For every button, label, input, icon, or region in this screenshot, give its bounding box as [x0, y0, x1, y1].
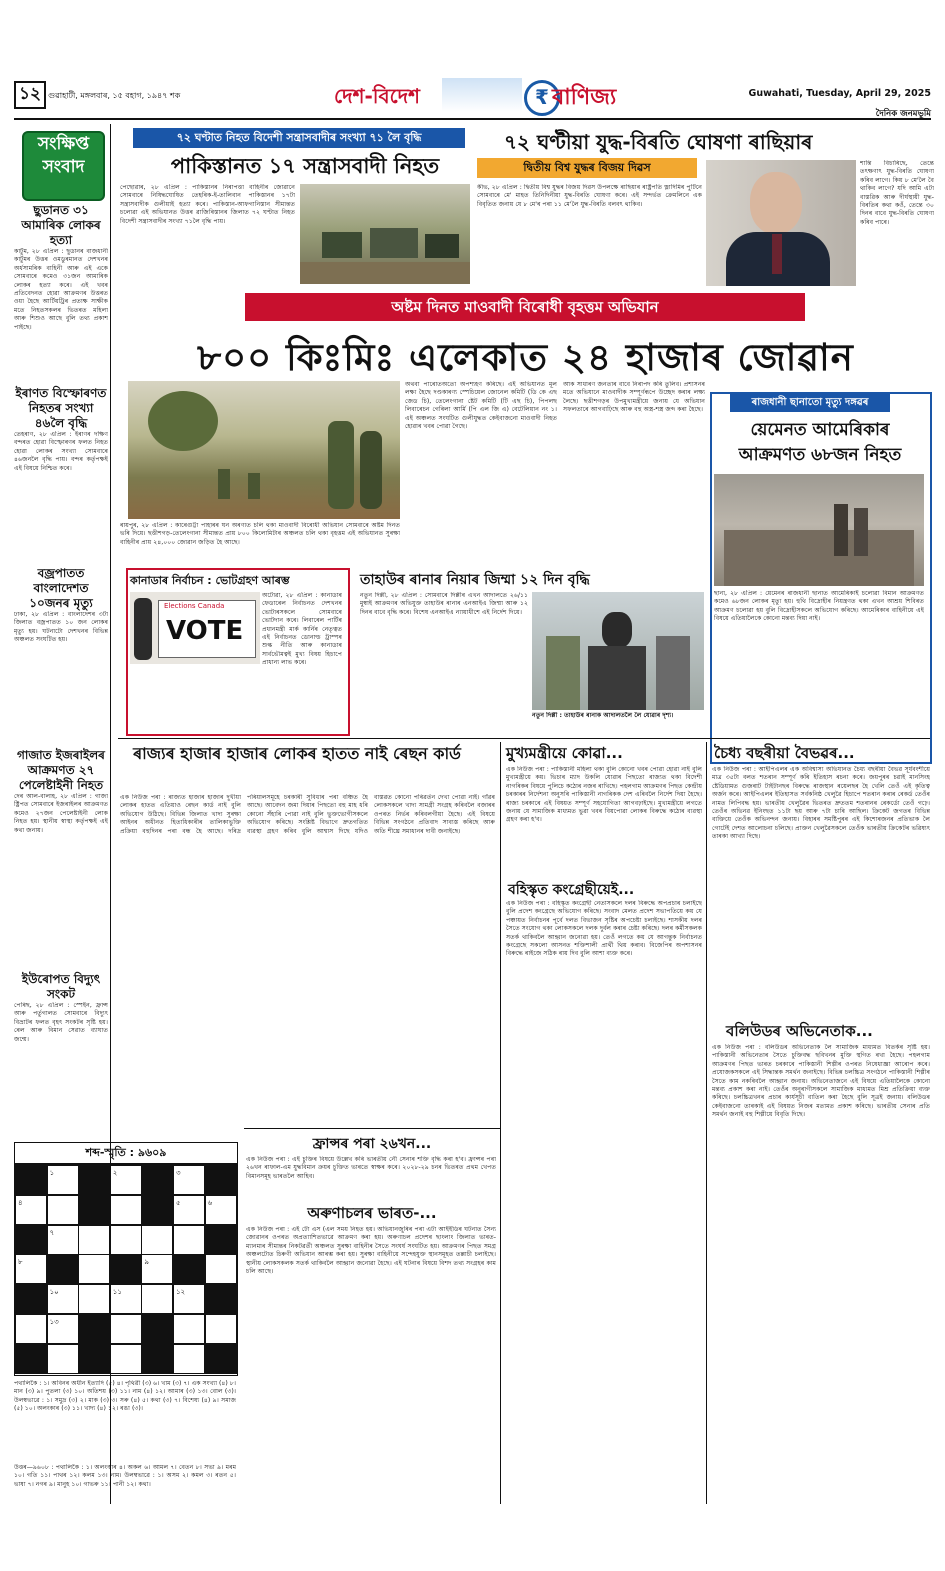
- maoist-body-2: অথবা পাৰোতঅতো অপশ্যহণ কৰিছে। এই অভিযানত মূল লক্ষ্য হৈছে দণ্ডকাৰণ্য স্পেচিয়েল জোনেল কমিটি (ডি কে এছ জেড চি), তেলেংগানা ষ্টেট কমিটি (টি এছ চি), পিপলছ লিবাৰেচন গেৰিলা আৰ্মি (পি এল জি এ) বেটেলিয়ান নং ১। এই অঞ্চলত সংঘটিত গুলীযুদ্ধত কেইবাজনো মাওবাদী নিহত হোৱাৰ খবৰ পোৱা গৈছে।: [405, 381, 557, 431]
- crossword-block: [205, 1284, 237, 1314]
- vote-sign-photo: [130, 592, 260, 664]
- jawans-photo: [128, 381, 400, 519]
- crossword-number: ১০: [49, 1288, 59, 1297]
- yemen-label: ৰাজধানী ছানাতো মৃত্যু দঙ্গৱৰ: [730, 394, 890, 412]
- arunachal-headline: অৰুণাচলৰ ভাৰত-...: [307, 1204, 437, 1222]
- crossword-block: [205, 1344, 237, 1374]
- crossword-cell: [110, 1284, 142, 1314]
- arunachal-body: এক নিউজ পৰা : এই টো এস (এল সময় নিহত হয়। অভিযানজুৰিৰ পৰা এটা আইইডিৰ ঘটনাত সৈন্য জোৱানৰ ওপৰত অপ্ৰত্যাশিতভাৱে আক্ৰমণ কৰা হয়। অৰুণাচল প্ৰদেশৰ ছাংলাং জিলাত ভাৰত-ম্যানমাৰ সীমান্তৰ নিকটৱৰ্তী অঞ্চলত সুৰক্ষা বাহিনীৰ সৈতে সংঘৰ্ষ সংঘটিত হয়। আক্ৰমণৰ পিছত সমগ্ৰ অঞ্চলটোত চিৰুণী অভিযান আৰম্ভ কৰা হয়। সুৰক্ষা বাহিনীয়ে সন্দেহযুক্ত স্থানসমূহত তল্লাচী চলাইছে। স্থানীয় লোকসকলক সতৰ্ক থাকিবলৈ আহ্বান জনোৱা হৈছে। এই ঘটনাৰ বিষয়ে বিশদ তথ্য সংগ্ৰহৰ কাম চলি আছে।: [246, 1226, 496, 1276]
- crossword-cell: [110, 1165, 142, 1195]
- crossword-cell: [78, 1284, 110, 1314]
- crossword-number: ১৩: [49, 1318, 59, 1326]
- crossword-cell: [173, 1344, 205, 1374]
- crossword-cell: [141, 1225, 173, 1255]
- sidebar-item: [14, 386, 108, 561]
- crossword-cell: [173, 1195, 205, 1225]
- brief-title-1: সংক্ষিপ্ত: [37, 134, 90, 154]
- crossword-number: ১২: [176, 1288, 186, 1297]
- sidebar-body: পেৰিছ, ২৮ এপ্ৰিল : স্পেইন, ফ্ৰান্স আৰু পৰ্তুগালত সোমবাৰে বিদ্যুৎ বিভ্ৰাটৰ ফলত বৃহৎ সংকটৰ সৃষ্টি হয়। ৰেল আৰু বিমান সেৱাত ব্যাঘাত জন্মে।: [14, 1002, 108, 1043]
- crossword-block: [205, 1225, 237, 1255]
- cm-body: এক নিউজ পৰা : পাকিস্তানী মহিলা থকা বুলি কোনো খবৰ পোৱা হোৱা নাই বুলি মুখ্যমন্ত্ৰীয়ে কয়। ভিচাৰ ম্যাদ উকলি যোৱাৰ পিছতো ৰাজ্যত থকা বিদেশী নাগৰিকৰ বিষয়ে পুলিচে কঠোৰ নজৰ ৰাখিছে। পহলগাম আক্ৰমণৰ পিছত কেন্দ্ৰীয় চৰকাৰৰ নিৰ্দেশনা অনুসৰি পাকিস্তানী নাগৰিকক দেশ এৰিবলৈ নিৰ্দেশ দিয়া হৈছে। ৰাজ্য চৰকাৰে এই বিষয়ত সম্পূৰ্ণ সহযোগিতা আগবঢ়াইছে। মুখ্যমন্ত্ৰীয়ে লগতে জনায় যে সামাজিক মাধ্যমত ভুৱা খবৰ বিয়পোৱা লোকৰ বিৰুদ্ধে কঠোৰ ব্যৱস্থা গ্ৰহণ কৰা হ'ব।: [506, 766, 702, 824]
- crossword-number: ৬: [207, 1198, 213, 1207]
- sidebar-body: কাৰ্টুম, ২৮ এপ্ৰিল : ছুডানৰ বাজধানী কাৰ্টুমৰ উত্তৰ ওমডুৰমানত দেশখনৰ অৰ্ধসামৰিক বাহিনী আৰু এই একে সোমবাৰে কমেও ৩১জন আমাৰিক লোকৰ হত্যা কৰে। এই খবৰ প্ৰতিবেদনত হোৱা আক্ৰমণৰ উত্তৰত ওয়া হৈছে আৰ্টিয়ট্ৰিৰ প্ৰত্যক্ষ সাক্ষীক মতে নিহতসকলৰ ভিতৰত মহিলা আৰু শিশুও আছে বুলি তথ্য প্ৰকাশ পাইছে।: [14, 248, 108, 331]
- sidebar-headline: ইৰাণত বিস্ফোৰণত নিহতৰ সংখ্যা ৪৬লৈ বৃদ্ধি: [15, 386, 107, 430]
- sidebar-item: [14, 972, 108, 1162]
- column-divider: [706, 742, 707, 1504]
- crossword-cell: [15, 1314, 47, 1344]
- crossword-cell: [173, 1165, 205, 1195]
- sidebar-item: [14, 203, 108, 388]
- brief-title-2: সংবাদ: [42, 157, 85, 177]
- sidebar-item: [14, 566, 108, 721]
- masthead-rule: [14, 118, 931, 120]
- crossword-number: ৩: [176, 1169, 181, 1177]
- sign-brand: Elections Canada: [164, 602, 225, 610]
- crossword-block: [15, 1284, 47, 1314]
- section-banner: [312, 76, 657, 114]
- expelled-body: এক নিউজ পৰা : বহিস্কৃত কংগ্ৰেছী নেতাসকলে দলৰ বিৰুদ্ধে অপপ্ৰচাৰ চলাইছে বুলি প্ৰদেশ কংগ্ৰেছে অভিযোগ কৰিছে। সংবাদ মেলত প্ৰদেশ সভাপতিয়ে কয় যে পঞ্চায়ত নিৰ্বাচনৰ পূৰ্বে দলত বিভাজন সৃষ্টিৰ অপচেষ্টা চলাইছে। শাসকীয় দলৰ সৈতে সংযোগ থকা লোকসকলে দলক দুৰ্বল কৰাৰ চেষ্টা কৰিছে। দলৰ কৰ্মীসকলক সতৰ্ক থাকিবলৈ আহ্বান জনোৱা হয়। তেওঁ লগতে কয় যে আগন্তুক নিৰ্বাচনত কংগ্ৰেছে সকলো আসনত শক্তিশালী প্ৰাৰ্থী থিয় কৰাব। বিজেপিৰ অপশাসনৰ বিৰুদ্ধে ৰাইজে সঠিক ৰায় দিব বুলি আশা ব্যক্ত কৰে।: [506, 900, 702, 958]
- crossword-block: [47, 1254, 79, 1284]
- crossword-cell: [173, 1284, 205, 1314]
- crossword-cell: [205, 1314, 237, 1344]
- yemen-body: ছানা, ২৮ এপ্ৰিল : য়েমেনৰ ৰাজধানী ছানাত আমেৰিকাই চলোৱা বিমান আক্ৰমণত কমেও ৬৮জন লোকৰ মৃত্যু হয়। হুথি বিদ্ৰোহীৰ নিয়ন্ত্ৰণত থকা এখন আশ্ৰয় শিবিৰত আক্ৰমণ চলোৱা হয় বুলি বিদ্ৰোহীসকলে অভিযোগ কৰিছে। আমেৰিকাৰ বাহিনীয়ে এই বিষয়ে এতিয়ালৈকে কোনো মন্তব্য দিয়া নাই।: [714, 590, 924, 623]
- crossword-cell: [78, 1254, 110, 1284]
- skyline-graphic: [442, 78, 522, 112]
- crossword-cell: [47, 1284, 79, 1314]
- sidebar-headline: ইউৰোপত বিদ্যুৎ সংকট: [21, 972, 101, 1001]
- crossword-number: ৯: [144, 1258, 149, 1267]
- crossword-cell: [110, 1314, 142, 1344]
- maoist-headline: ৮০০ কিঃমিঃ এলেকাত ২৪ হাজাৰ জোৱান: [197, 336, 854, 379]
- crossword-block: [15, 1165, 47, 1195]
- rupee-icon: ₹: [524, 80, 560, 116]
- sidebar-headline: গাজাত ইজৰাইলৰ আক্ৰমণত ২৭ পেলেষ্টাইনী নিহত: [17, 748, 105, 792]
- crossword-number: ১: [49, 1169, 55, 1177]
- sidebar-headline: বজ্ৰপাতত বাংলাদেশত ১০জনৰ মৃত্যু: [29, 566, 93, 610]
- war-body: কীভ, ২৮ এপ্ৰিল : দ্বিতীয় বিশ্ব যুদ্ধৰ বিজয় দিৱস উপলক্ষে ৰাছিয়াৰ ৰাষ্ট্ৰপতি ভ্লাদিমিৰ পুটিনে সোমবাৰে মে' মাহত তিনিদিনীয়া যুদ্ধ-বিৰতি ঘোষণা কৰে। এই সন্দৰ্ভত ক্ৰেমলিনে এক বিবৃতিত জনায় যে ৮ মে'ৰ পৰা ১১ মে'লৈ যুদ্ধ-বিৰতি বলবৎ থাকিব।: [477, 184, 702, 208]
- crossword-clues: পথালিকৈ : ১। অবিনৰ অধীন ইত্যাদি (৫) ৪। পৃথিৱী (৩) ৬। খাম (৩) ৭। এক সংখ্যা (৪) ৮। মান (৩) ৯। পুতলা (৩) ১০। অতিশয় (৩) ১১। নাম (৪) ১২। আমাৰ (৩) ১৩। বোল (৩)। উলম্বভাৱে : ১। সমুদ্ৰ (৩) ২। মাক (৩) ৩। সৰু (৪) ৫। কথা (৩) ৭। বিশেষ্য (৪) ৯। সমাজ (৫) ১০। অলংকাৰ (৩) ১১। খাদ্য (৪) ১২। ৰঙা (৩)।: [14, 1380, 236, 1413]
- crossword-cell: [47, 1344, 79, 1374]
- crossword-grid: [14, 1164, 238, 1376]
- crossword-block: [78, 1165, 110, 1195]
- tahawwur-headline: তাহাউৰ ৰানাৰ নিয়াৰ জিম্মা ১২ দিন বৃদ্ধি: [360, 572, 590, 588]
- putin-photo: [706, 160, 856, 286]
- canada-headline: কানাডাৰ নিৰ্বাচন : ভোটগ্ৰহণ আৰম্ভ: [130, 574, 290, 587]
- crossword-block: [141, 1165, 173, 1195]
- crossword-cell: [141, 1284, 173, 1314]
- crossword-block: [110, 1254, 142, 1284]
- tahawwur-caption: নতুন দিল্লী : তাহাউৰ ৰানাক আদালতলৈ লৈ যোৱাৰ দৃশ্য।: [532, 712, 674, 719]
- france-body: এক নিউজ পৰা : এই চুক্তিৰ বিষয়ে উল্লেখ কৰি ভাৰতীয় নৌ সেনাৰ শক্তি বৃদ্ধি কৰা হ'ব। ফ্ৰান্সৰ পৰা ২৬খন ৰাফাল-এম যুদ্ধবিমান ক্ৰয়ৰ চুক্তিত ভাৰতে স্বাক্ষৰ কৰে। ২০২৮-২৯ চনৰ ভিতৰত প্ৰথম খেপত বিমানসমূহ ভাৰতলৈ আহিব।: [246, 1156, 496, 1180]
- terror-body: পেছোৱাৰ, ২৮ এপ্ৰিল : পাকিস্তানৰ নিৰাপত্তা বাহিনীৰ জোৱানে সোমবাৰে নিষিদ্ধঘোষিত তেহৰিক-ই-তালিবান পাকিস্তানৰ ১৭টা সন্ত্ৰাসবাদীক গুলীয়াই হত্যা কৰে। পাকিস্তান-আফগানিস্তান সীমান্তত চলোৱা এই অভিযানত উত্তৰ ৱাজিৰিস্তানৰ জিলাত ৭২ ঘণ্টাত নিহত বিদেশী সন্ত্ৰাসবাদীৰ সংখ্যা ৭১লৈ বৃদ্ধি পায়।: [120, 184, 295, 225]
- crossword-cell: [78, 1225, 110, 1255]
- sign-vote: VOTE: [166, 616, 244, 646]
- heritage-headline: চৈধ্য বছৰীয়া বৈভৱৰ...: [714, 744, 855, 762]
- crossword-cell: [15, 1195, 47, 1225]
- crossword-cell: [110, 1344, 142, 1374]
- maoist-body: ৰায়পুৰ, ২৮ এপ্ৰিল : কাৰেগুট্টা পাহাৰৰ ঘন অৰণ্যত চলি থকা মাওবাদী বিৰোধী অভিযান সোমবাৰে অষ্টম দিনত ভৰি দিয়ে। ছত্তীশগড়-তেলেংগানা সীমান্তত প্ৰায় ৮০০ কিলোমিটাৰ অঞ্চলত চলি থকা বৃহত্তম এই অভিযানত সুৰক্ষা বাহিনীৰ প্ৰায় ২৪,০০০ জোৱান জড়িত হৈ আছে।: [120, 522, 400, 546]
- france-headline: ফ্ৰান্সৰ পৰা ২৬খন...: [312, 1136, 432, 1152]
- brief-news-box: [22, 131, 105, 201]
- crossword-cell: [15, 1254, 47, 1284]
- crossword-number: ৭: [49, 1228, 55, 1237]
- crossword-cell: [47, 1314, 79, 1344]
- crossword-block: [141, 1344, 173, 1374]
- terror-strap: ৭২ ঘণ্টাত নিহত বিদেশী সন্ত্ৰাসবাদীৰ সংখ্যা ৭১ লৈ বৃদ্ধি: [133, 128, 465, 148]
- crossword-cell: [205, 1195, 237, 1225]
- crossword-number: ৪: [18, 1198, 23, 1207]
- crossword-title: শব্দ-স্মৃতি : ৯৬০৯: [14, 1142, 238, 1164]
- canada-body: অটোৱা, ২৮ এপ্ৰিল : কানাডাৰ ফেডাৰেল নিৰ্বাচনত দেশখনৰ ভোটাৰসকলে সোমবাৰে ভোটদান কৰে। লিবাৰেল পাৰ্টিৰ প্ৰধানমন্ত্ৰী মাৰ্ক কাৰ্নিৰ নেতৃত্বত এই নিৰ্বাচনত ডোনাল্ড ট্ৰাম্পৰ শুল্ক নীতি আৰু কানাডাৰ সাৰ্বভৌমত্বই মুখ্য বিষয় হিচাপে প্ৰাধান্য লাভ কৰে।: [262, 592, 342, 667]
- crossword-cell: [110, 1195, 142, 1225]
- top-date: গুৱাহাটী, মঙ্গলবাৰ, ১৫ বহাগ, ১৯৪৭ শক: [48, 91, 181, 100]
- column-divider: [500, 742, 501, 1504]
- crossword-block: [15, 1344, 47, 1374]
- crossword-block: [173, 1254, 205, 1284]
- crossword-block: [15, 1225, 47, 1255]
- section-rule: [244, 1128, 500, 1129]
- bollywood-body: এক নিউজ পৰা : বলিউডৰ অভিনেতাক লৈ সামাজিক মাধ্যমত বিতৰ্কৰ সৃষ্টি হয়। পাকিস্তানী অভিনেতাৰ সৈতে চুক্তিবদ্ধ ছবিখনৰ মুক্তি স্থগিত ৰখা হৈছে। পহলগাম আক্ৰমণৰ পিছত ভাৰত চৰকাৰে পাকিস্তানী শিল্পীৰ ওপৰত নিষেধাজ্ঞা আৰোপ কৰে। প্ৰযোজকসকলে এই সিদ্ধান্তক সমৰ্থন জনাইছে। বিভিন্ন চলচ্চিত্ৰ সংগঠনে পাকিস্তানী শিল্পীৰ সৈতে কাম নকৰিবলৈ আহ্বান জনায়। অভিনেতাজনে এই বিষয়ে এতিয়ালৈকে কোনো মন্তব্য প্ৰকাশ কৰা নাই। তেওঁৰ অনুৰাগীসকলে সামাজিক মাধ্যমত মিশ্ৰ প্ৰতিক্ৰিয়া ব্যক্ত কৰিছে। চলচ্চিত্ৰখনৰ প্ৰচাৰ কাৰ্যসূচী বাতিল কৰা হৈছে বুলি সূত্ৰই জনায়। বলিউডৰ কেইবাজনো তাৰকাই এই বিষয়ত নিজৰ মতামত প্ৰকাশ কৰিছে। ভাৰতীয় সেনাৰ প্ৰতি সমৰ্থন জনাই বহু শিল্পীয়ে বিবৃতি দিছে।: [712, 1044, 930, 1119]
- crossword-block: [141, 1314, 173, 1344]
- crossword-cell: [141, 1254, 173, 1284]
- terror-headline: পাকিস্তানত ১৭ সন্ত্ৰাসবাদী নিহত: [170, 154, 440, 178]
- war-headline: ৭২ ঘণ্টীয়া যুদ্ধ-বিৰতি ঘোষণা ৰাছিয়াৰ: [504, 130, 813, 154]
- tahawwur-body: নতুন দিল্লী, ২৮ এপ্ৰিল : সোমবাৰে দিল্লীৰ এখন আদালতে ২৬/১১ মুম্বাই আক্ৰমণৰ অভিযুক্ত তাহাউৰ ৰানাৰ এনআইএ জিম্মা আৰু ১২ দিনৰ বাবে বৃদ্ধি কৰে। বিশেষ এনআইএ ন্যায়াধীশে এই নিৰ্দেশ দিয়ে।: [360, 592, 528, 616]
- crossword-number: ৮: [18, 1258, 23, 1267]
- crossword-answers: উত্তৰ—৯৬০৮ : পথালিকৈ : ১। অলংকাৰ ৪। অকল ৬। আমল ৭। বেতন ৮। সভা ৯। মৰম ১০। গতি ১১। পাথৰ ১২। কলম ১৩। নাম। উলম্বভাৱে : ১। অসম ২। কমল ৩। ৰতন ৫। ভাষা ৭। নগৰ ৯। মানুহ ১০। গাভৰু ১১। পানী ১২। কথা।: [14, 1464, 236, 1488]
- war-label: দ্বিতীয় বিশ্ব যুদ্ধৰ বিজয় দিৱস: [477, 158, 697, 178]
- english-date: Guwahati, Tuesday, April 29, 2025: [748, 88, 931, 99]
- crossword-cell: [110, 1225, 142, 1255]
- sidebar-body: ঢাকা, ২৮ এপ্ৰিল : বাংলাদেশৰ ৩টা জিলাত বজ্ৰপাতত ১০ জন লোকৰ মৃত্যু হয়। ঘটনাটো দেশখনৰ বিভিন্ন অঞ্চলত সংঘটিত হয়।: [14, 611, 108, 644]
- crossword-cell: [205, 1254, 237, 1284]
- crossword-number: ৫: [176, 1198, 181, 1207]
- yemen-headline: য়েমেনত আমেৰিকাৰ আক্ৰমণত ৬৮জন নিহত: [738, 420, 902, 465]
- crossword-block: [78, 1314, 110, 1344]
- maoist-body-3: আক সাধাৰণ জনতাৰ বাবে নিৰাপদ কৰি তুলিব। প্ৰশাসনৰ মতে অভিযানে মাওবাদীক সম্পূৰ্ণৰূপে উচ্ছেদ কৰাৰ লক্ষ্য লৈছে। ছত্তীশগড়ৰ উপমুখ্যমন্ত্ৰীয়ে জনায় যে অভিযান সফলতাৰে আগবাঢ়িছে আৰু বহু অস্ত্ৰ-শস্ত্ৰ জব্দ কৰা হৈছে।: [563, 381, 705, 414]
- paper-name: দৈনিক জনমভূমি: [875, 109, 931, 119]
- crossword-cell: [47, 1195, 79, 1225]
- sidebar-body: তেহৰাণ, ২৮ এপ্ৰিল : ইৰাণৰ দক্ষিণ বন্দৰত হোৱা বিস্ফোৰণৰ ফলত নিহত হোৱা লোকৰ সংখ্যা সোমবাৰে ৪৬জনলৈ বৃদ্ধি পায়। বন্দৰ কৰ্তৃপক্ষই এই বিষয়ে নিশ্চিত কৰে।: [14, 431, 108, 472]
- sidebar-headline: ছুডানত ৩১ আমাৰিক লোকৰ হত্যা: [21, 203, 101, 247]
- page-number: ১২: [14, 81, 46, 109]
- heritage-body: এক নিউজ পৰা : আইপিএলৰ এক অবিশ্বাস্য অভিযানত চৈধ্য বছৰীয়া বৈভৱ সূৰ্যবংশীয়ে মাত্ৰ ৩৫টা বলত শতৰান সম্পূৰ্ণ কৰি ইতিহাস ৰচনা কৰে। জয়পুৰৰ চৱাই মানসিংহ ষ্টেডিয়ামত গুজৰাট টাইটানছৰ বিৰুদ্ধে ৰাজস্থান ৰয়েলছৰ হৈ খেলি তেওঁ এই কৃতিত্ব অৰ্জন কৰে। আইপিএলৰ ইতিহাসত সৰ্বকনিষ্ঠ খেলুৱৈ হিচাপে শতৰান কৰাৰ ৰেকৰ্ড তেওঁৰ নামত লিপিবদ্ধ হয়। ভাৰতীয় খেলুৱৈৰ ভিতৰত দ্ৰুততম শতৰানৰ ৰেকৰ্ডো তেওঁ গঢ়ে। তেওঁৰ অভিনৱ ইনিংছত ১১টা ছয় আৰু ৭টা চাৰি আছিল। ক্ৰিকেট জগতৰ বিভিন্ন ব্যক্তিয়ে তেওঁক অভিনন্দন জনায়। বিহাৰৰ সমষ্টিপুৰৰ এই কিশোৰজনৰ প্ৰতিভাক লৈ গোটেই দেশত আলোচনা চলিছে। প্ৰাক্তন খেলুৱৈসকলে তেওঁক ভাৰতীয় ক্ৰিকেটৰ ভৱিষ্যৎ তাৰকা আখ্যা দিছে।: [712, 766, 930, 841]
- sidebar-item: [14, 748, 108, 943]
- section-title-left: দেশ-বিদেশ: [334, 84, 420, 108]
- crossword-number: ১১: [112, 1288, 122, 1297]
- court-photo: [532, 592, 704, 710]
- ration-body: এক নিউজ পৰা : ৰাজ্যত হাজাৰ হাজাৰ দুখীয়া লোকৰ হাতত এতিয়াও ৰেছন কাৰ্ড নাই বুলি অভিযোগ উঠিছে। বিভিন্ন জিলাত খাদ্য সুৰক্ষা আইনৰ অধীনত হিতাধিকাৰীৰ তালিকাভুক্তি প্ৰক্ৰিয়া বহুদিনৰ পৰা বন্ধ হৈ আছে। দৰিদ্ৰ পৰিয়ালসমূহে চৰকাৰী সুবিধাৰ পৰা বঞ্চিত হৈ আছে। আবেদন জমা দিয়াৰ পিছতো বহু মাহ ধৰি কোনো সঁহাৰি পোৱা নাই বুলি ভুক্তভোগীসকলে অভিযোগ কৰিছে। সংশ্লিষ্ট বিভাগে দ্ৰুতগতিত ব্যৱস্থা গ্ৰহণ কৰিব বুলি আশ্বাস দিছে যদিও বাস্তৱত কোনো পৰিৱৰ্তন দেখা পোৱা নাই। গাঁৱৰ লোকসকলে খাদ্য সামগ্ৰী সংগ্ৰহ কৰিবলৈ বজাৰৰ ওপৰত নিৰ্ভৰ কৰিবলগীয়া হৈছে। এই বিষয়ে বিভিন্ন সংগঠনে প্ৰতিবাদ সাব্যস্ত কৰিছে আৰু অতি শীঘ্ৰে সমাধানৰ দাবী জনাইছে।: [120, 794, 495, 835]
- section-rule: [118, 738, 930, 739]
- crossword-number: ২: [112, 1169, 118, 1177]
- security-forces-photo: [300, 184, 470, 284]
- sidebar-body: দেৰ আল-বালাহ, ২৮ এপ্ৰিল : গাজা ষ্ট্ৰিপত সোমবাৰে ইজৰাইলৰ আক্ৰমণত কমেও ২৭জন পেলেষ্টাইনী লোক নিহত হয়। স্থানীয় স্বাস্থ্য কৰ্তৃপক্ষই এই কথা জনায়।: [14, 793, 108, 834]
- crossword-block: [205, 1165, 237, 1195]
- crossword-cell: [47, 1165, 79, 1195]
- crossword-cell: [47, 1225, 79, 1255]
- section-title-right: বাণিজ্য: [552, 85, 617, 110]
- crossword-block: [78, 1344, 110, 1374]
- bollywood-headline: বলিউডৰ অভিনেতাক...: [726, 1022, 873, 1040]
- crossword-cell: [173, 1225, 205, 1255]
- ration-headline: ৰাজ্যৰ হাজাৰ হাজাৰ লোকৰ হাতত নাই ৰেছন কাৰ্ড: [133, 744, 461, 763]
- cm-headline: মুখ্যমন্ত্ৰীয়ে কোৱা...: [506, 744, 623, 762]
- maoist-banner: অষ্টম দিনত মাওবাদী বিৰোধী বৃহত্তম অভিযান: [245, 293, 805, 321]
- war-side-body: শান্তি বিচাৰিছে, তেন্তে তৎক্ষণাৎ যুদ্ধ-বিৰতি ঘোষণা কৰিব লাগে। কিয় ৮ মে'লৈ বৈ থাকিব লাগে? যদি আমি এটা বাস্তৱিক আৰু দীৰ্ঘস্থায়ী যুদ্ধ-বিৰতিৰ কথা কওঁ, তেন্তে ৩০ দিনৰ বাবে যুদ্ধ-বিৰতি ঘোষণা কৰিব পাৰে।: [860, 160, 934, 226]
- crossword-cell: [173, 1314, 205, 1344]
- yemen-rubble-photo: [714, 474, 924, 586]
- crossword-block: [78, 1195, 110, 1225]
- crossword-block: [141, 1195, 173, 1225]
- expelled-headline: বহিস্কৃত কংগ্ৰেছীয়েই...: [508, 882, 635, 898]
